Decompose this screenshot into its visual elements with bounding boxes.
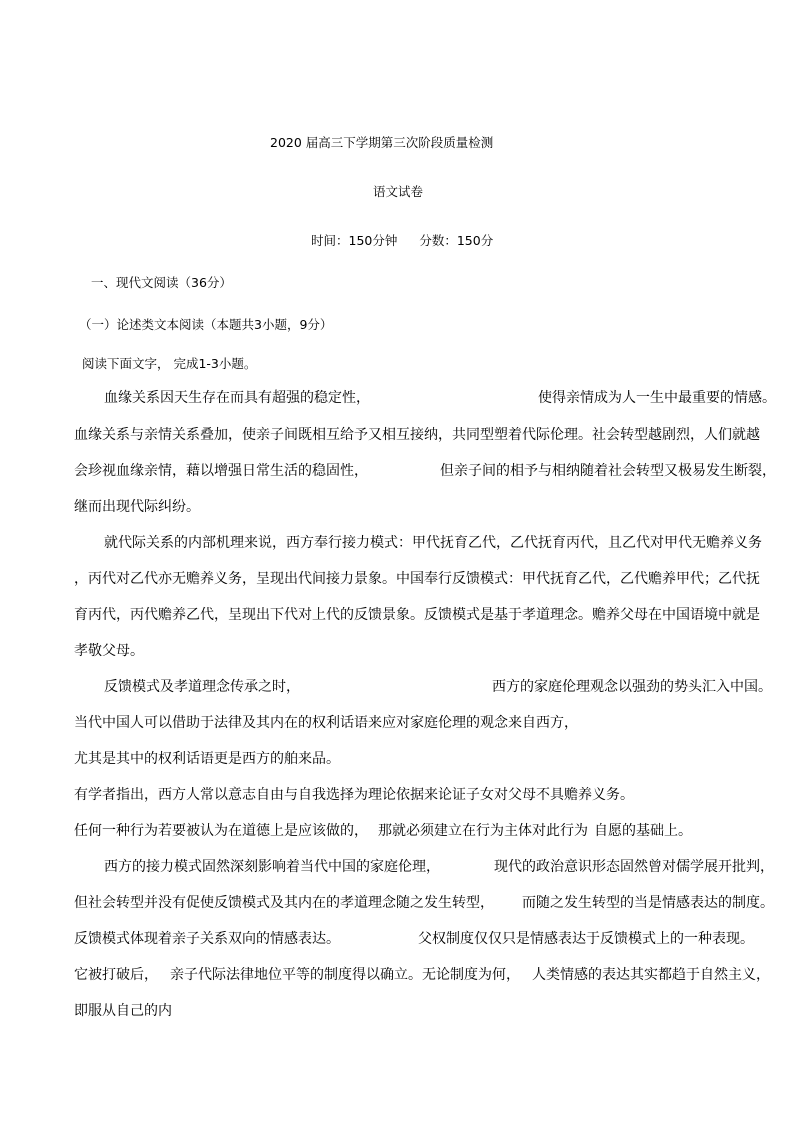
text-segment: 西方的接力模式固然深刻影响着当代中国的家庭伦理， (104, 859, 440, 875)
text-segment: 亲子代际法律地位平等的制度得以确立。无论制度为何， (170, 967, 520, 983)
text-segment: 自愿的基础上。 (594, 823, 692, 839)
text-segment: 反馈模式体现着亲子关系双向的情感表达。 (74, 931, 340, 947)
section-subheading: （一）论述类文本阅读（本题共3小题，9分） (79, 317, 333, 332)
section-heading: 一、现代文阅读（36分） (91, 275, 232, 290)
paragraph-4-line-5: 即服从自己的内 (74, 1003, 172, 1019)
score-label: 分数：150分 (419, 233, 494, 248)
paragraph-1-line-1 (104, 389, 776, 407)
text-segment: 任何一种行为若要被认为在道德上是应该做的， (74, 823, 368, 839)
text-segment: 但社会转型并没有促使反馈模式及其内在的孝道理念随之发生转型， (74, 895, 494, 911)
reading-instruction: 阅读下面文字， 完成1-3小题。 (82, 356, 257, 371)
paragraph-1-line-3 (74, 462, 776, 480)
exam-info-line (311, 232, 493, 250)
exam-title: 2020 届高三下学期第三次阶段质量检测 (270, 135, 494, 150)
text-segment: 但亲子间的相予与相纳随着社会转型又极易发生断裂， (440, 463, 776, 479)
paragraph-4-line-2 (74, 894, 774, 912)
paper-subtitle: 语文试卷 (373, 184, 424, 199)
paragraph-4-line-3 (74, 930, 754, 948)
paragraph-3-line-3: 尤其是其中的权利话语更是西方的舶来品。 (74, 751, 340, 767)
paragraph-1-line-4: 继而出现代际纠纷。 (74, 499, 200, 515)
paragraph-1-line-2: 血缘关系与亲情关系叠加，使亲子间既相互给予又相互接纳，共同型塑着代际伦理。社会转型越剧烈，人们就越 (74, 427, 760, 443)
paragraph-3-line-4: 有学者指出，西方人常以意志自由与自我选择为理论依据来论证子女对父母不具赡养义务。 (74, 787, 634, 803)
text-segment: 而随之发生转型的当是情感表达的制度。 (522, 895, 774, 911)
paragraph-2-line-1: 就代际关系的内部机理来说，西方奉行接力模式：甲代抚育乙代，乙代抚育丙代，且乙代对甲代无赡养义务 (104, 535, 762, 551)
paragraph-3-line-2: 当代中国人可以借助于法律及其内在的权利话语来应对家庭伦理的观念来自西方， (74, 715, 578, 731)
paragraph-2-line-3: 育丙代，丙代赡养乙代，呈现出下代对上代的反馈景象。反馈模式是基于孝道理念。赡养父母在中国语境中就是 (74, 607, 760, 623)
paragraph-2-line-4: 孝敬父母。 (74, 643, 144, 659)
paragraph-2-line-2: ，丙代对乙代亦无赡养义务，呈现出代间接力景象。中国奉行反馈模式：甲代抚育乙代，乙代赡养甲代；乙代抚 (74, 571, 760, 587)
text-segment: 它被打破后， (74, 967, 158, 983)
time-label: 时间：150分钟 (311, 233, 398, 248)
paragraph-3-line-1 (104, 678, 772, 696)
paragraph-4-line-1 (104, 858, 774, 876)
text-segment: 使得亲情成为人一生中最重要的情感。 (538, 390, 776, 406)
text-segment: 那就必须建立在行为主体对此行为 (378, 823, 588, 839)
text-segment: 会珍视血缘亲情，藉以增强日常生活的稳固性， (74, 463, 368, 479)
text-segment: 人类情感的表达其实都趋于自然主义， (532, 967, 770, 983)
text-segment: 血缘关系因天生存在而具有超强的稳定性， (104, 390, 370, 406)
text-segment: 现代的政治意识形态固然曾对儒学展开批判， (494, 859, 774, 875)
paragraph-4-line-4 (74, 966, 770, 984)
text-segment: 西方的家庭伦理观念以强劲的势头汇入中国。 (492, 679, 772, 695)
text-segment: 反馈模式及孝道理念传承之时， (104, 679, 300, 695)
paragraph-3-line-5 (74, 822, 692, 840)
text-segment: 父权制度仅仅只是情感表达于反馈模式上的一种表现。 (418, 931, 754, 947)
